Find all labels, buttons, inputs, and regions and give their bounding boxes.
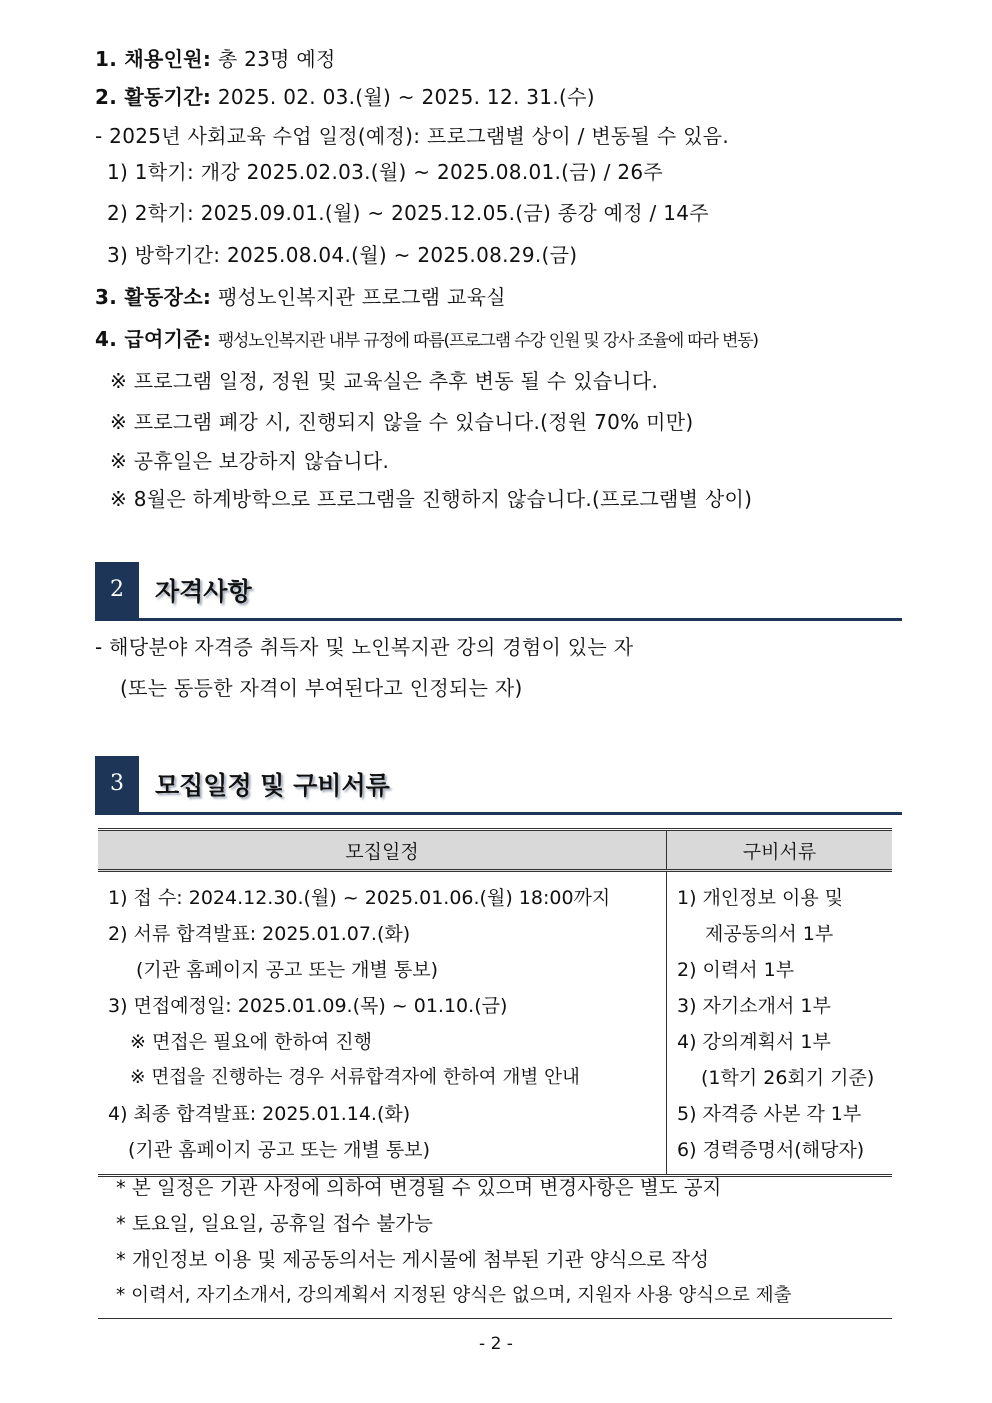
recruit-count-line: [95, 46, 336, 72]
section-2-header: [95, 562, 902, 621]
section-3-title: 모집일정 및 구비서류: [155, 771, 390, 800]
activity-period-value: 2025. 02. 03.(월) ~ 2025. 12. 31.(수): [217, 85, 595, 109]
schedule-item: 4) 최종 합격발표: 2025.01.14.(화): [108, 1103, 411, 1125]
document-item: 제공동의서 1부: [705, 923, 834, 945]
document-item: 6) 경력증명서(해당자): [677, 1139, 865, 1161]
recruitment-note: * 본 일정은 기관 사정에 의하여 변경될 수 있으며 변경사항은 별도 공지: [116, 1176, 722, 1199]
activity-place-value: 팽성노인복지관 프로그램 교육실: [217, 285, 506, 309]
recruit-count-value: 총 23명 예정: [217, 47, 336, 71]
salary-value: 팽성노인복지관 내부 규정에 따름(프로그램 수강 인원 및 강사 조율에 따라 변동): [217, 331, 758, 351]
schedule-item: 2) 서류 합격발표: 2025.01.07.(화): [108, 923, 411, 945]
documents-cell: [667, 871, 893, 1176]
section-2-title: 자격사항: [155, 577, 252, 606]
section-3-header: [95, 756, 902, 815]
salary-label: 4. 급여기준:: [95, 327, 212, 351]
document-item: 1) 개인정보 이용 및: [677, 887, 844, 909]
document-item: 3) 자기소개서 1부: [677, 995, 831, 1017]
notice-4: ※ 8월은 하계방학으로 프로그램을 진행하지 않습니다.(프로그램별 상이): [110, 487, 753, 511]
activity-period-line: [95, 84, 595, 110]
document-item: 5) 자격증 사본 각 1부: [677, 1103, 862, 1125]
page-number: - 2 -: [479, 1334, 513, 1354]
vacation-period: 3) 방학기간: 2025.08.04.(월) ~ 2025.08.29.(금): [107, 243, 578, 267]
schedule-note: - 2025년 사회교육 수업 일정(예정): 프로그램별 상이 / 변동될 수 있음.: [95, 124, 730, 148]
notice-3: ※ 공휴일은 보강하지 않습니다.: [110, 449, 390, 473]
document-item: (1학기 26회기 기준): [701, 1067, 875, 1089]
notice-1: ※ 프로그램 일정, 정원 및 교육실은 추후 변동 될 수 있습니다.: [110, 369, 659, 393]
qualification-line: - 해당분야 자격증 취득자 및 노인복지관 강의 경험이 있는 자: [95, 635, 634, 659]
document-item: 2) 이력서 1부: [677, 959, 795, 981]
schedule-header: 모집일정: [98, 830, 667, 871]
section-2-number: 2: [95, 562, 139, 618]
recruitment-table: [98, 828, 892, 1177]
schedule-item: (기관 홈페이지 공고 또는 개별 통보): [128, 1139, 430, 1161]
section-3-number: 3: [95, 756, 139, 812]
recruit-count-label: 1. 채용인원:: [95, 47, 212, 71]
recruitment-note: * 토요일, 일요일, 공휴일 접수 불가능: [116, 1212, 433, 1235]
schedule-item: ※ 면접을 진행하는 경우 서류합격자에 한하여 개별 안내: [130, 1067, 580, 1088]
recruitment-note: * 개인정보 이용 및 제공동의서는 게시물에 첨부된 기관 양식으로 작성: [116, 1248, 709, 1271]
schedule-item: ※ 면접은 필요에 한하여 진행: [130, 1031, 372, 1053]
qualification-sub: (또는 동등한 자격이 부여된다고 인정되는 자): [120, 676, 523, 700]
salary-line: [95, 326, 758, 354]
document-item: 4) 강의계획서 1부: [677, 1031, 831, 1053]
schedule-item: (기관 홈페이지 공고 또는 개별 통보): [136, 959, 438, 981]
recruitment-notes: [98, 1170, 892, 1319]
schedule-cell: [98, 871, 667, 1176]
semester-2: 2) 2학기: 2025.09.01.(월) ~ 2025.12.05.(금) 종강 예정 / 14주: [107, 201, 709, 225]
documents-header: 구비서류: [667, 830, 893, 871]
semester-1: 1) 1학기: 개강 2025.02.03.(월) ~ 2025.08.01.(금) / 26주: [107, 160, 664, 184]
activity-place-label: 3. 활동장소:: [95, 285, 212, 309]
schedule-item: 1) 접 수: 2024.12.30.(월) ~ 2025.01.06.(월) 18:00까지: [108, 887, 611, 909]
activity-place-line: [95, 284, 506, 310]
recruitment-note: * 이력서, 자기소개서, 강의계획서 지정된 양식은 없으며, 지원자 사용 양식으로 제출: [116, 1285, 792, 1306]
notice-2: ※ 프로그램 폐강 시, 진행되지 않을 수 있습니다.(정원 70% 미만): [110, 410, 694, 434]
schedule-item: 3) 면접예정일: 2025.01.09.(목) ~ 01.10.(금): [108, 995, 508, 1017]
activity-period-label: 2. 활동기간:: [95, 85, 212, 109]
